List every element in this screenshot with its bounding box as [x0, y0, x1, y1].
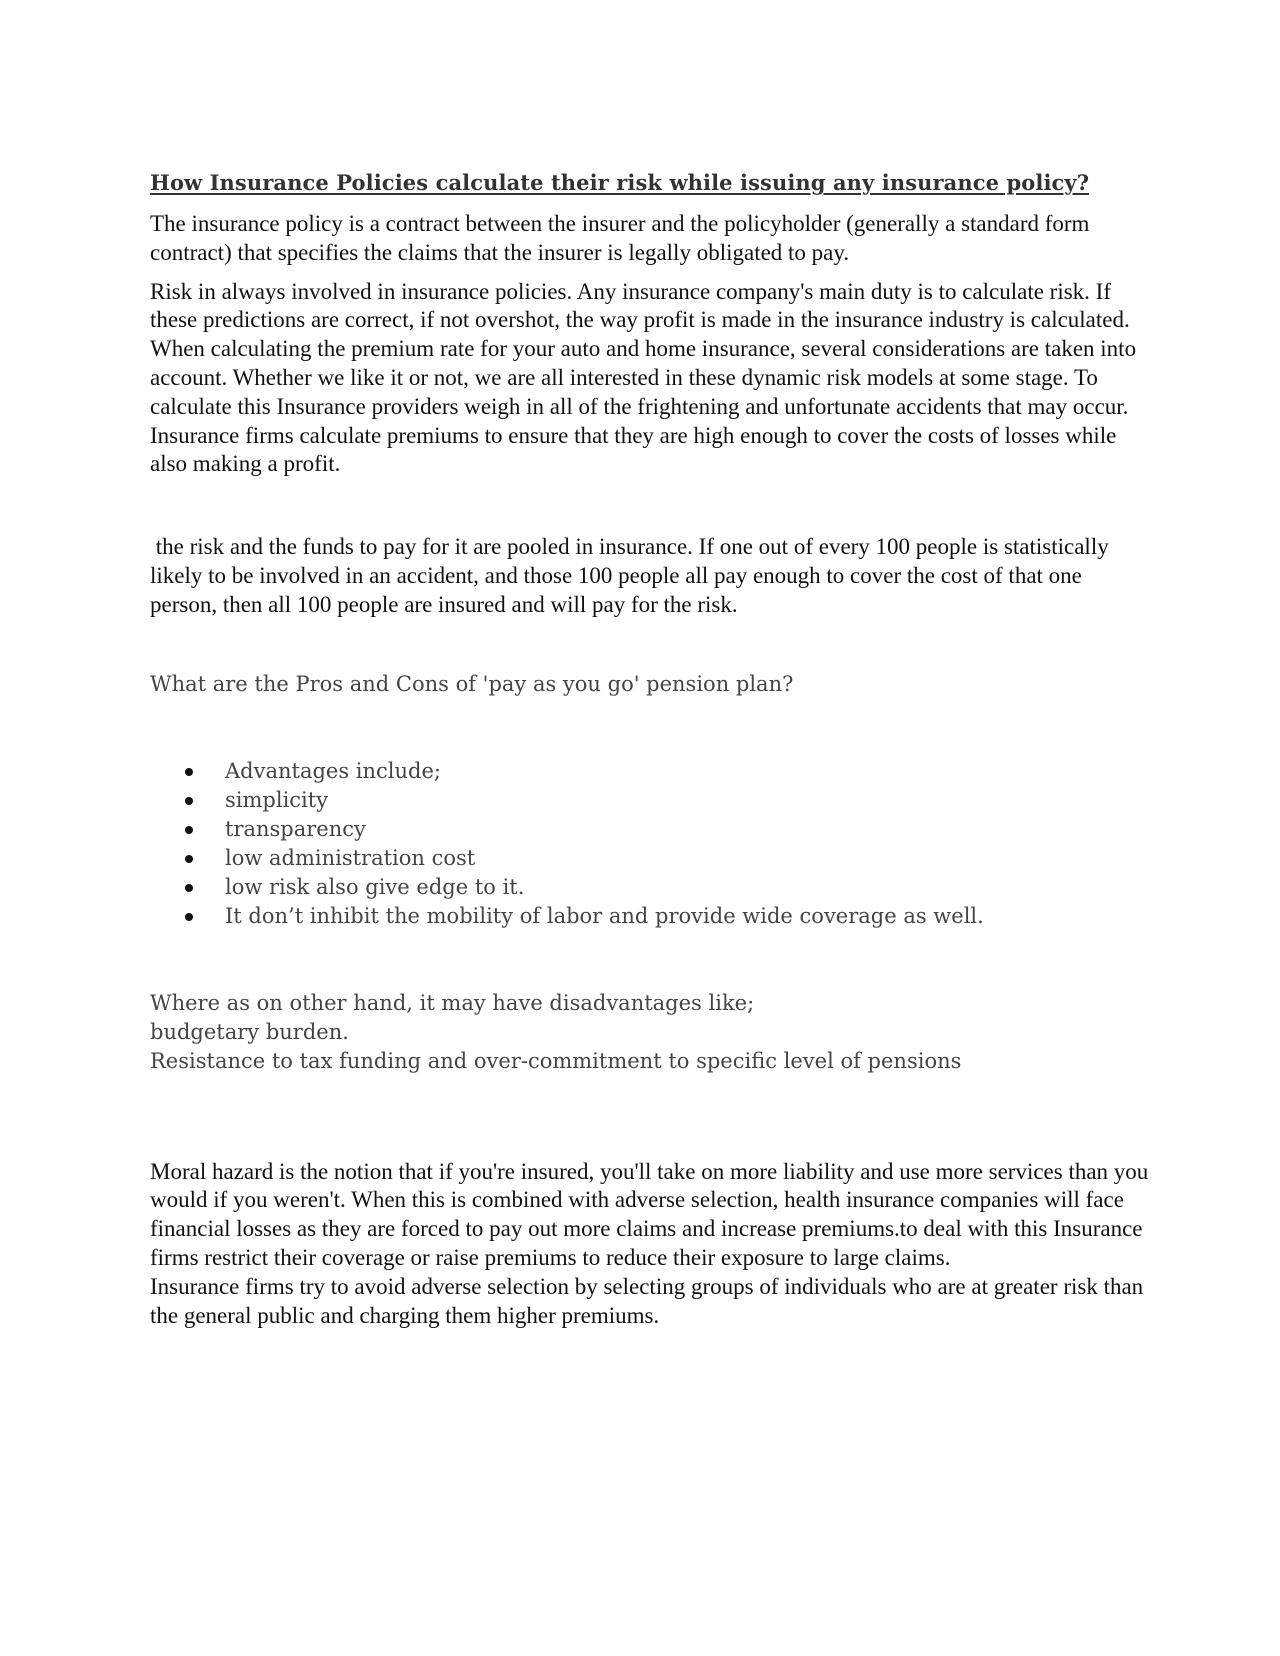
- spacer: [150, 489, 1150, 533]
- list-item: [150, 815, 1150, 844]
- bullet-icon: [185, 913, 193, 921]
- list-item-text: It don’t inhibit the mobility of labor and provide wide coverage as well.: [225, 903, 984, 928]
- spacer: [150, 931, 1150, 989]
- document-body: [150, 168, 1150, 1330]
- paragraph-policy-definition: The insurance policy is a contract between the insurer and the policyholder (generally a standard form contract) that specifies the claims that the insurer is legally obligated to pay.: [150, 211, 1090, 265]
- list-item: [150, 757, 1150, 786]
- disadvantage-item: Resistance to tax funding and over-commitment to specific level of pensions: [150, 1048, 962, 1073]
- paragraph-risk-calculation: Risk in always involved in insurance policies. Any insurance company's main duty is to calculate risk. If these predictions are correct, if not overshot, the way profit is made in the insurance industry is calculated. When calculating the premium rate for your auto and home insurance, several considerations are taken into account. Whether we like it or not, we are all interested in these dynamic risk models at some stage. To calculate this Insurance providers weigh in all of the frightening and unfortunate accidents that may occur. Insurance firms calculate premiums to ensure that they are high enough to cover the costs of losses while also making a profit.: [150, 278, 1137, 477]
- paragraph-moral-hazard: Moral hazard is the notion that if you're insured, you'll take on more liability and use more services than you would if you weren't. When this is combined with adverse selection, health insurance companies will face financial losses as they are forced to pay out more claims and increase premiums.to deal with this Insurance firms restrict their coverage or raise premiums to reduce their exposure to large claims.: [150, 1158, 1149, 1270]
- bullet-icon: [185, 884, 193, 892]
- spacer: [150, 699, 1150, 757]
- list-item: [150, 873, 1150, 902]
- list-item-text: low administration cost: [225, 845, 476, 870]
- paragraph-risk-pooling: the risk and the funds to pay for it are pooled in insurance. If one out of every 100 people is statistically likely to be involved in an accident, and those 100 people all pay enough to cover the cost of that one person, then all 100 people are insured and will pay for the risk.: [150, 534, 1109, 617]
- spacer: [150, 630, 1150, 670]
- list-item: [150, 786, 1150, 815]
- list-item-text: simplicity: [225, 787, 329, 812]
- paragraph-adverse-selection: Insurance firms try to avoid adverse selection by selecting groups of individuals who are at greater risk than the general public and charging them higher premiums.: [150, 1273, 1144, 1328]
- bullet-icon: [185, 826, 193, 834]
- bullet-icon: [185, 797, 193, 805]
- pension-question-heading: What are the Pros and Cons of 'pay as you go' pension plan?: [150, 671, 794, 696]
- bullet-icon: [185, 855, 193, 863]
- disadvantages-intro: Where as on other hand, it may have disadvantages like;: [150, 990, 755, 1015]
- list-item-text: transparency: [225, 816, 366, 841]
- advantages-list: [150, 757, 1150, 931]
- list-item-text: Advantages include;: [225, 758, 441, 783]
- bullet-icon: [185, 768, 193, 776]
- list-item: [150, 844, 1150, 873]
- list-item-text: low risk also give edge to it.: [225, 874, 525, 899]
- document-title: How Insurance Policies calculate their risk while issuing any insurance policy?: [150, 170, 1090, 195]
- spacer: [150, 1076, 1150, 1158]
- list-item: [150, 902, 1150, 931]
- disadvantage-item: budgetary burden.: [150, 1019, 349, 1044]
